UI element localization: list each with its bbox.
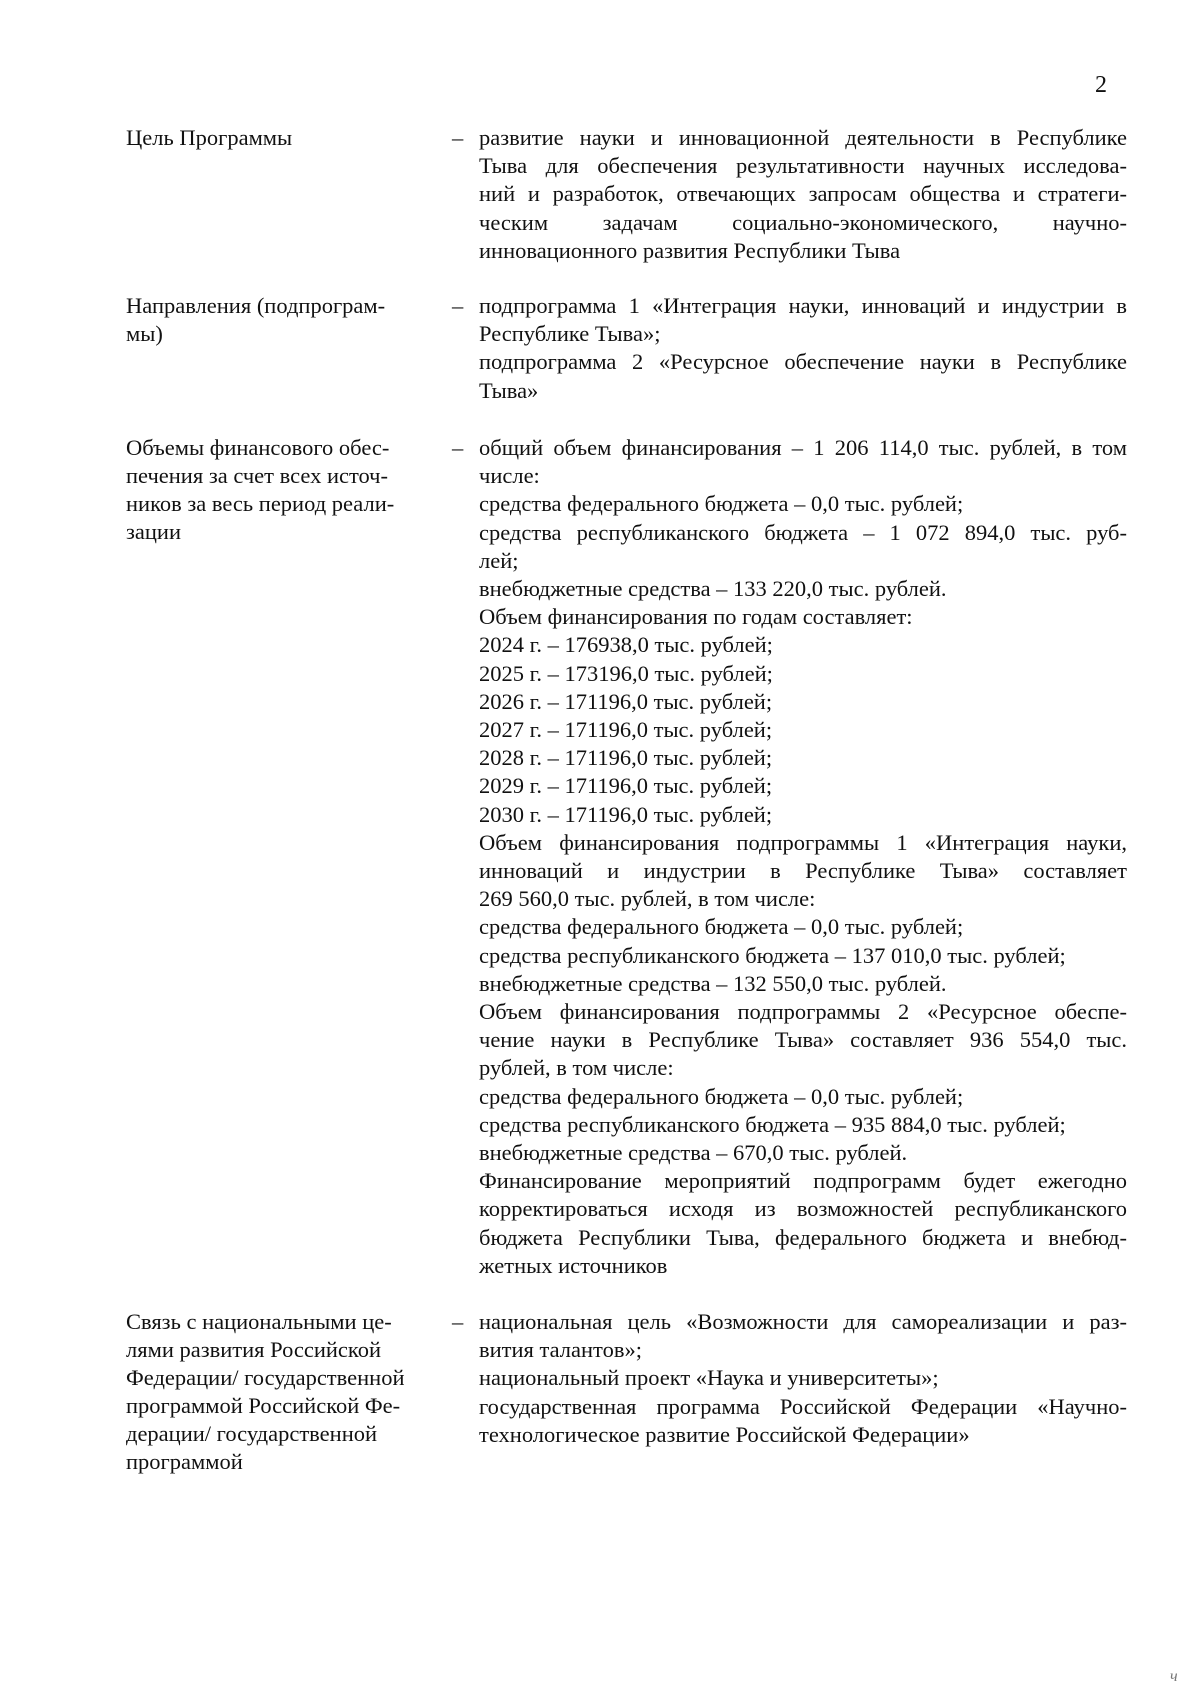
content-line: подпрограмма 1 «Интеграция науки, инноваций и индустрии в xyxy=(479,293,1127,318)
content-line: Объем финансирования подпрограммы 2 «Ресурсное обеспе- xyxy=(479,999,1127,1025)
dash-marker: – xyxy=(452,435,464,460)
content-line: числе: xyxy=(479,463,540,489)
label-line: ников за весь период реали- xyxy=(126,491,395,516)
row-content xyxy=(479,292,1127,405)
row-label xyxy=(126,124,426,152)
label-line: Направления (подпрограм- xyxy=(126,293,386,318)
label-line: дерации/ государственной xyxy=(126,1421,378,1446)
corner-handwritten-mark: ч xyxy=(1170,1668,1178,1685)
content-line: внебюджетные средства – 133 220,0 тыс. рублей. xyxy=(479,576,947,602)
content-line: инновационного развития Республики Тыва xyxy=(479,237,901,263)
label-line: Федерации/ государственной xyxy=(126,1365,405,1390)
content-line: Тыва для обеспечения результативности научных исследова- xyxy=(479,153,1127,179)
content-line: ческим задачам социально-экономического, научно- xyxy=(479,209,1127,235)
content-line: внебюджетные средства – 132 550,0 тыс. рублей. xyxy=(479,970,947,996)
content-line: Тыва» xyxy=(479,377,539,403)
content-line: 2029 г. – 171196,0 тыс. рублей; xyxy=(479,773,773,799)
content-line: 2028 г. – 171196,0 тыс. рублей; xyxy=(479,745,773,771)
row-label xyxy=(126,292,426,348)
content-line: внебюджетные средства – 670,0 тыс. рублей. xyxy=(479,1140,908,1166)
content-line: 2024 г. – 176938,0 тыс. рублей; xyxy=(479,632,773,658)
content-line: лей; xyxy=(479,547,519,573)
content-line: государственная программа Российской Федерации «Научно- xyxy=(479,1393,1127,1419)
label-line: мы) xyxy=(126,321,163,346)
row-label xyxy=(126,434,426,546)
row-content xyxy=(479,1308,1127,1449)
content-line: подпрограмма 2 «Ресурсное обеспечение науки в Республике xyxy=(479,349,1127,375)
content-line: технологическое развитие Российской Федерации» xyxy=(479,1421,970,1447)
content-line: средства республиканского бюджета – 935 884,0 тыс. рублей; xyxy=(479,1111,1066,1137)
content-line: чение науки в Республике Тыва» составляет 936 554,0 тыс. xyxy=(479,1027,1127,1053)
row-content xyxy=(479,434,1127,1280)
content-line: ний и разработок, отвечающих запросам общества и стратеги- xyxy=(479,181,1127,207)
content-line: Финансирование мероприятий подпрограмм будет ежегодно xyxy=(479,1168,1127,1194)
content-line: бюджета Республики Тыва, федерального бюджета и внебюд- xyxy=(479,1224,1127,1250)
row-content xyxy=(479,124,1127,265)
content-line: национальная цель «Возможности для самореализации и раз- xyxy=(479,1309,1127,1334)
content-line: инноваций и индустрии в Республике Тыва» составляет xyxy=(479,858,1127,884)
dash-marker: – xyxy=(452,125,464,150)
label-line: лями развития Российской xyxy=(126,1337,382,1362)
content-line: средства республиканского бюджета – 137 010,0 тыс. рублей; xyxy=(479,942,1066,968)
content-line: национальный проект «Наука и университеты»; xyxy=(479,1365,939,1391)
label-line: программой xyxy=(126,1449,243,1474)
content-line: средства федерального бюджета – 0,0 тыс. рублей; xyxy=(479,914,964,940)
content-line: рублей, в том числе: xyxy=(479,1055,674,1081)
content-line: общий объем финансирования – 1 206 114,0 тыс. рублей, в том xyxy=(479,435,1127,460)
content-line: 2026 г. – 171196,0 тыс. рублей; xyxy=(479,688,773,714)
content-line: Республике Тыва»; xyxy=(479,321,661,347)
dash-marker: – xyxy=(452,1309,464,1334)
content-line: Объем финансирования по годам составляет: xyxy=(479,604,913,630)
label-line: зации xyxy=(126,519,181,544)
content-line: Объем финансирования подпрограммы 1 «Интеграция науки, xyxy=(479,829,1127,855)
label-line: Объемы финансового обес- xyxy=(126,435,390,460)
label-line: программой Российской Фе- xyxy=(126,1393,401,1418)
content-line: средства федерального бюджета – 0,0 тыс. рублей; xyxy=(479,491,964,517)
content-line: развитие науки и инновационной деятельности в Республике xyxy=(479,125,1127,150)
dash-marker: – xyxy=(452,293,464,318)
row-label xyxy=(126,1308,426,1476)
content-line: 2027 г. – 171196,0 тыс. рублей; xyxy=(479,717,773,743)
content-line: вития талантов»; xyxy=(479,1337,642,1363)
label-line: Цель Программы xyxy=(126,125,293,150)
page-number: 2 xyxy=(1095,72,1107,98)
content-line: 2025 г. – 173196,0 тыс. рублей; xyxy=(479,660,773,686)
content-line: 2030 г. – 171196,0 тыс. рублей; xyxy=(479,801,773,827)
content-line: средства федерального бюджета – 0,0 тыс. рублей; xyxy=(479,1083,964,1109)
label-line: Связь с национальными це- xyxy=(126,1309,392,1334)
content-line: средства республиканского бюджета – 1 072 894,0 тыс. руб- xyxy=(479,519,1127,545)
content-line: жетных источников xyxy=(479,1252,668,1278)
content-line: 269 560,0 тыс. рублей, в том числе: xyxy=(479,886,816,912)
content-line: корректироваться исходя из возможностей республиканского xyxy=(479,1196,1127,1222)
label-line: печения за счет всех источ- xyxy=(126,463,388,488)
